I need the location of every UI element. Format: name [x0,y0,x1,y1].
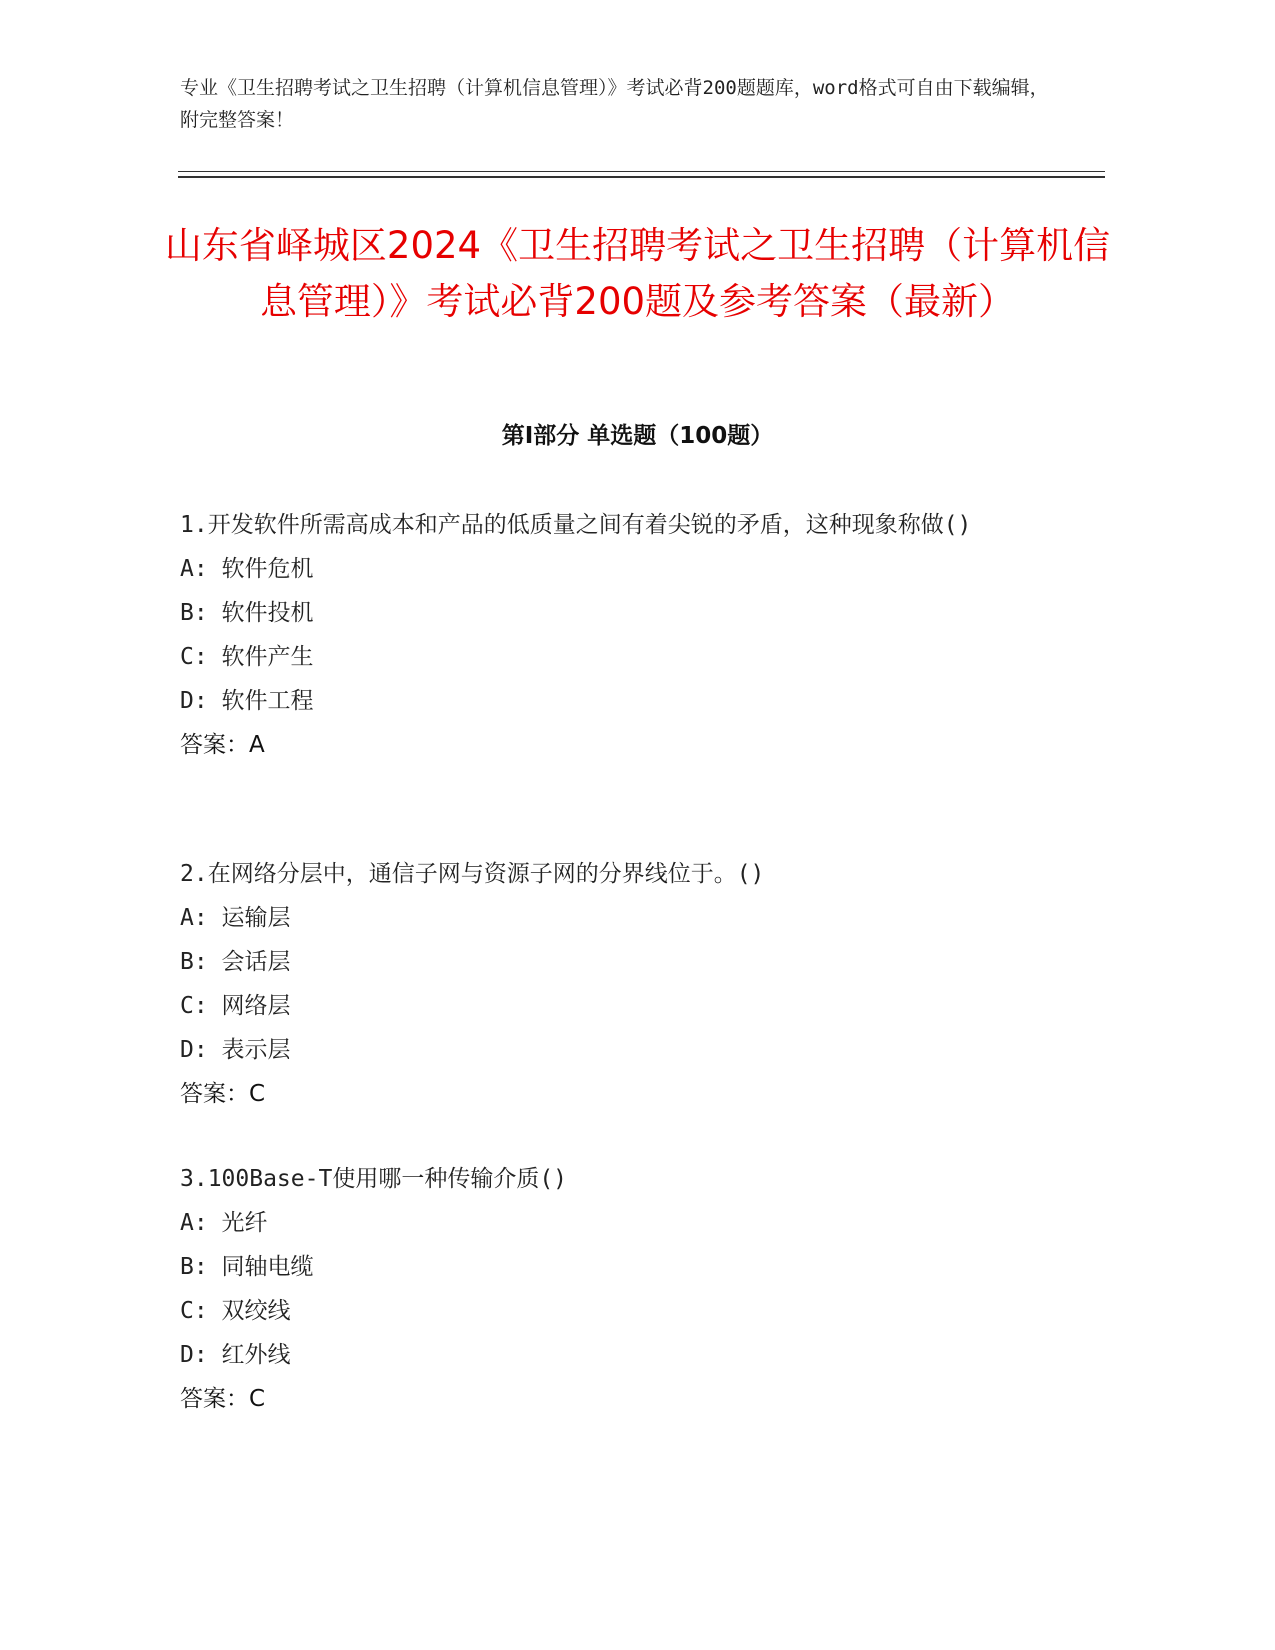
option-b: B: 同轴电缆 [180,1254,314,1280]
question-stem: 1.开发软件所需高成本和产品的低质量之间有着尖锐的矛盾，这种现象称做() [180,512,972,538]
option-b: B: 软件投机 [180,600,314,626]
option-d: D: 表示层 [180,1037,291,1063]
option-c: C: 双绞线 [180,1298,291,1324]
option-b: B: 会话层 [180,949,291,975]
option-d: D: 软件工程 [180,688,314,714]
question-block [180,852,1060,1116]
document-title: 山东省峄城区2024《卫生招聘考试之卫生招聘（计算机信息管理）》考试必背200题及参考答案（最新） [164,224,1111,323]
answer-line: 答案：A [180,732,265,758]
option-a: A: 运输层 [180,905,291,931]
question-stem: 2.在网络分层中，通信子网与资源子网的分界线位于。() [180,861,765,887]
question-stem: 3.100Base-T使用哪一种传输介质() [180,1166,568,1192]
option-d: D: 红外线 [180,1342,291,1368]
section-title: 第Ⅰ部分 单选题（100题） [501,423,774,449]
answer-line: 答案：C [180,1081,266,1107]
header-divider-thin [178,171,1105,172]
answer-line: 答案：C [180,1386,266,1412]
option-c: C: 网络层 [180,993,291,1019]
question-block [180,1157,1060,1421]
option-c: C: 软件产生 [180,644,314,670]
option-a: A: 软件危机 [180,556,314,582]
option-a: A: 光纤 [180,1210,268,1236]
question-block [180,503,1060,767]
header-divider-thick [178,176,1105,178]
header-note: 专业《卫生招聘考试之卫生招聘（计算机信息管理）》考试必背200题题库，word格式可自由下载编辑，附完整答案！ [180,77,1049,131]
